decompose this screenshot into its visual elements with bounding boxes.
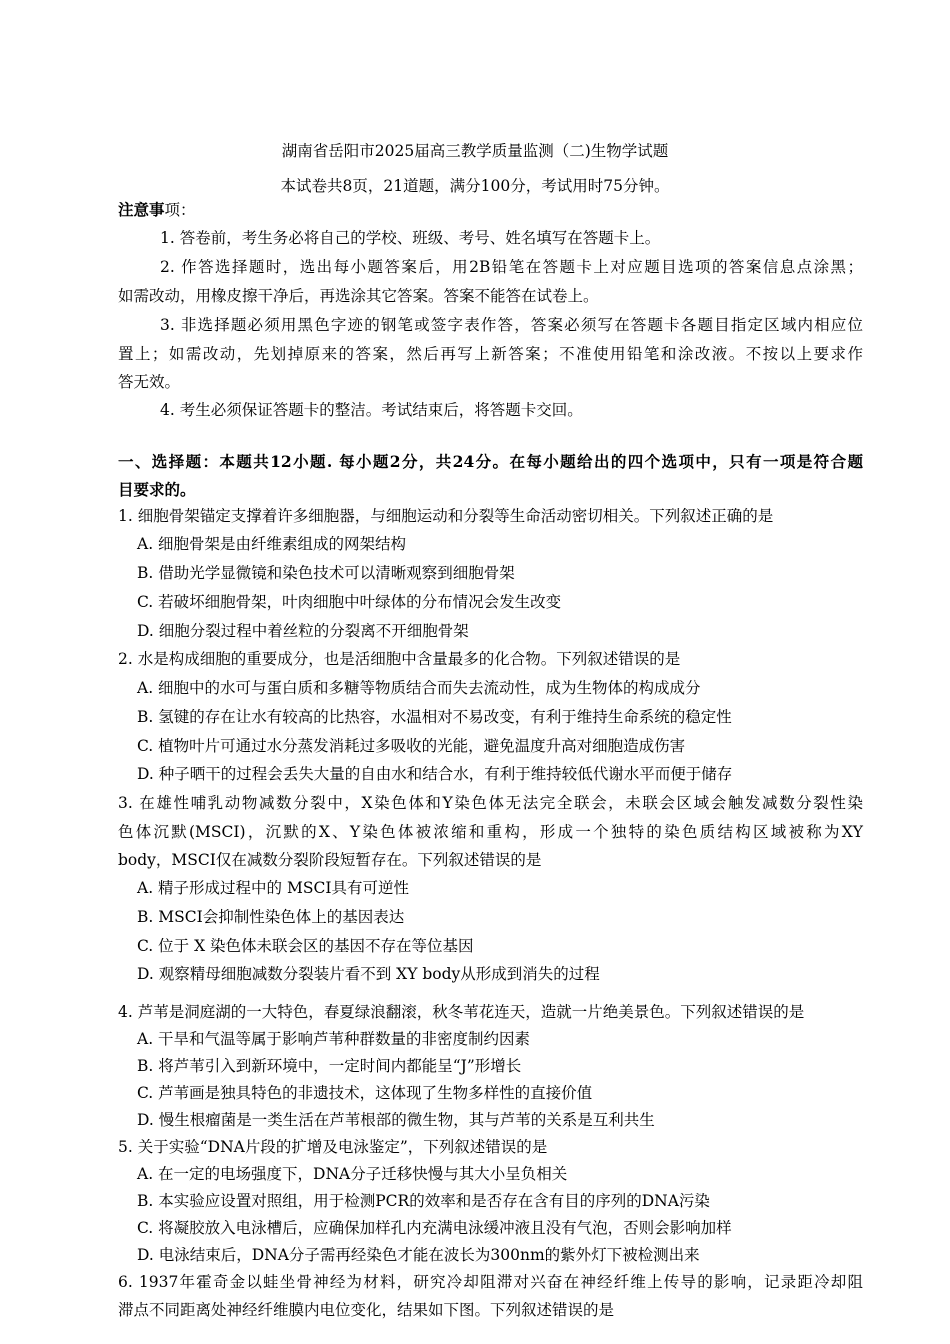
- q2-option-d: D. 种子晒干的过程会丢失大量的自由水和结合水，有利于维持较低代谢水平而便于储存: [137, 765, 733, 783]
- notice-item-4: 4. 考生必须保证答题卡的整洁。考试结束后，将答题卡交回。: [160, 401, 583, 419]
- q4-option-d: D. 慢生根瘤菌是一类生活在芦苇根部的微生物，其与芦苇的关系是互利共生: [137, 1111, 655, 1129]
- exam-title: 湖南省岳阳市2025届高三教学质量监测（二)生物学试题: [281, 142, 669, 160]
- notice-item-2-cont: 如需改动，用橡皮擦干净后，再选涂其它答案。答案不能答在试卷上。: [118, 287, 599, 305]
- q5-option-c: C. 将凝胶放入电泳槽后，应确保加样孔内充满电泳缓冲液且没有气泡，否则会影响加样: [137, 1219, 732, 1237]
- q4-option-b: B. 将芦苇引入到新环境中，一定时间内都能呈“J”形增长: [137, 1057, 522, 1075]
- q3-option-d: D. 观察精母细胞减数分裂装片看不到 XY body从形成到消失的过程: [137, 965, 600, 983]
- q5-option-d: D. 电泳结束后，DNA分子需再经染色才能在波长为300nm的紫外灯下被检测出来: [137, 1246, 700, 1264]
- notice-label-rest: 项：: [164, 201, 196, 219]
- q1-option-b: B. 借助光学显微镜和染色技术可以清晰观察到细胞骨架: [137, 564, 515, 582]
- q3-option-c: C. 位于 X 染色体未联会区的基因不存在等位基因: [137, 937, 474, 955]
- q2-option-b: B. 氢键的存在让水有较高的比热容，水温相对不易改变，有利于维持生命系统的稳定性: [137, 708, 732, 726]
- q5-option-b: B. 本实验应设置对照组，用于检测PCR的效率和是否存在含有目的序列的DNA污染: [137, 1192, 710, 1210]
- q6-stem-line2: 滞点不同距离处神经纤维膜内电位变化，结果如下图。下列叙述错误的是: [118, 1301, 615, 1319]
- q4-stem: 4. 芦苇是洞庭湖的一大特色，春夏绿浪翻滚，秋冬苇花连天，造就一片绝美景色。下列叙述错误的是: [118, 1003, 805, 1021]
- q2-stem: 2. 水是构成细胞的重要成分，也是活细胞中含量最多的化合物。下列叙述错误的是: [118, 650, 681, 668]
- q1-option-c: C. 若破坏细胞骨架，叶肉细胞中叶绿体的分布情况会发生改变: [137, 593, 562, 611]
- q1-option-a: A. 细胞骨架是由纤维素组成的网架结构: [137, 535, 407, 553]
- q5-stem: 5. 关于实验“DNA片段的扩增及电泳鉴定”，下列叙述错误的是: [118, 1138, 548, 1156]
- notice-item-1: 1. 答卷前，考生务必将自己的学校、班级、考号、姓名填写在答题卡上。: [160, 229, 661, 247]
- q6-stem-line1: 6. 1937年霍奇金以蛙坐骨神经为材料，研究冷却阻滞对兴奋在神经纤维上传导的影响，记录距冷却阻: [118, 1273, 863, 1291]
- q4-option-c: C. 芦苇画是独具特色的非遗技术，这体现了生物多样性的直接价值: [137, 1084, 593, 1102]
- q1-stem: 1. 细胞骨架锚定支撑着许多细胞器，与细胞运动和分裂等生命活动密切相关。下列叙述正确的是: [118, 507, 774, 525]
- notice-heading: [118, 200, 863, 220]
- notice-item-2: 2. 作答选择题时，选出每小题答案后，用2B铅笔在答题卡上对应题目选项的答案信息点涂黑；: [160, 258, 863, 276]
- q3-stem-line3: body，MSCI仅在减数分裂阶段短暂存在。下列叙述错误的是: [118, 851, 542, 869]
- notice-label-bold: 注意事: [118, 200, 165, 219]
- section-heading-line2: 目要求的。: [118, 480, 196, 499]
- exam-subtitle: 本试卷共8页，21道题，满分100分，考试用时75分钟。: [280, 177, 670, 195]
- section-heading-line1: 一、选择题：本题共12小题. 每小题2分，共24分。在每小题给出的四个选项中，只有一项是符合题: [118, 452, 863, 471]
- notice-item-3: 3. 非选择题必须用黑色字迹的钢笔或签字表作答，答案必须写在答题卡各题目指定区域内相应位: [160, 316, 863, 334]
- q3-option-a: A. 精子形成过程中的 MSCI具有可逆性: [137, 879, 409, 897]
- q3-stem-line1: 3. 在雄性哺乳动物减数分裂中，X染色体和Y染色体无法完全联会，未联会区域会触发减数分裂性染: [118, 794, 863, 812]
- q4-option-a: A. 干旱和气温等属于影响芦苇种群数量的非密度制约因素: [137, 1030, 531, 1048]
- q5-option-a: A. 在一定的电场强度下，DNA分子迁移快慢与其大小呈负相关: [137, 1165, 568, 1183]
- q3-stem-line2: 色体沉默(MSCI)，沉默的X、Y染色体被浓缩和重构，形成一个独特的染色质结构区域被称为XY: [118, 823, 863, 841]
- q3-option-b: B. MSCI会抑制性染色体上的基因表达: [137, 908, 405, 926]
- q2-option-a: A. 细胞中的水可与蛋白质和多糖等物质结合而失去流动性，成为生物体的构成成分: [137, 679, 701, 697]
- q2-option-c: C. 植物叶片可通过水分蒸发消耗过多吸收的光能，避免温度升高对细胞造成伤害: [137, 737, 686, 755]
- notice-item-3-cont1: 置上；如需改动，先划掉原来的答案，然后再写上新答案；不准使用铅笔和涂改液。不按以上要求作: [118, 345, 863, 363]
- notice-item-3-cont2: 答无效。: [118, 373, 181, 391]
- q1-option-d: D. 细胞分裂过程中着丝粒的分裂离不开细胞骨架: [137, 622, 469, 640]
